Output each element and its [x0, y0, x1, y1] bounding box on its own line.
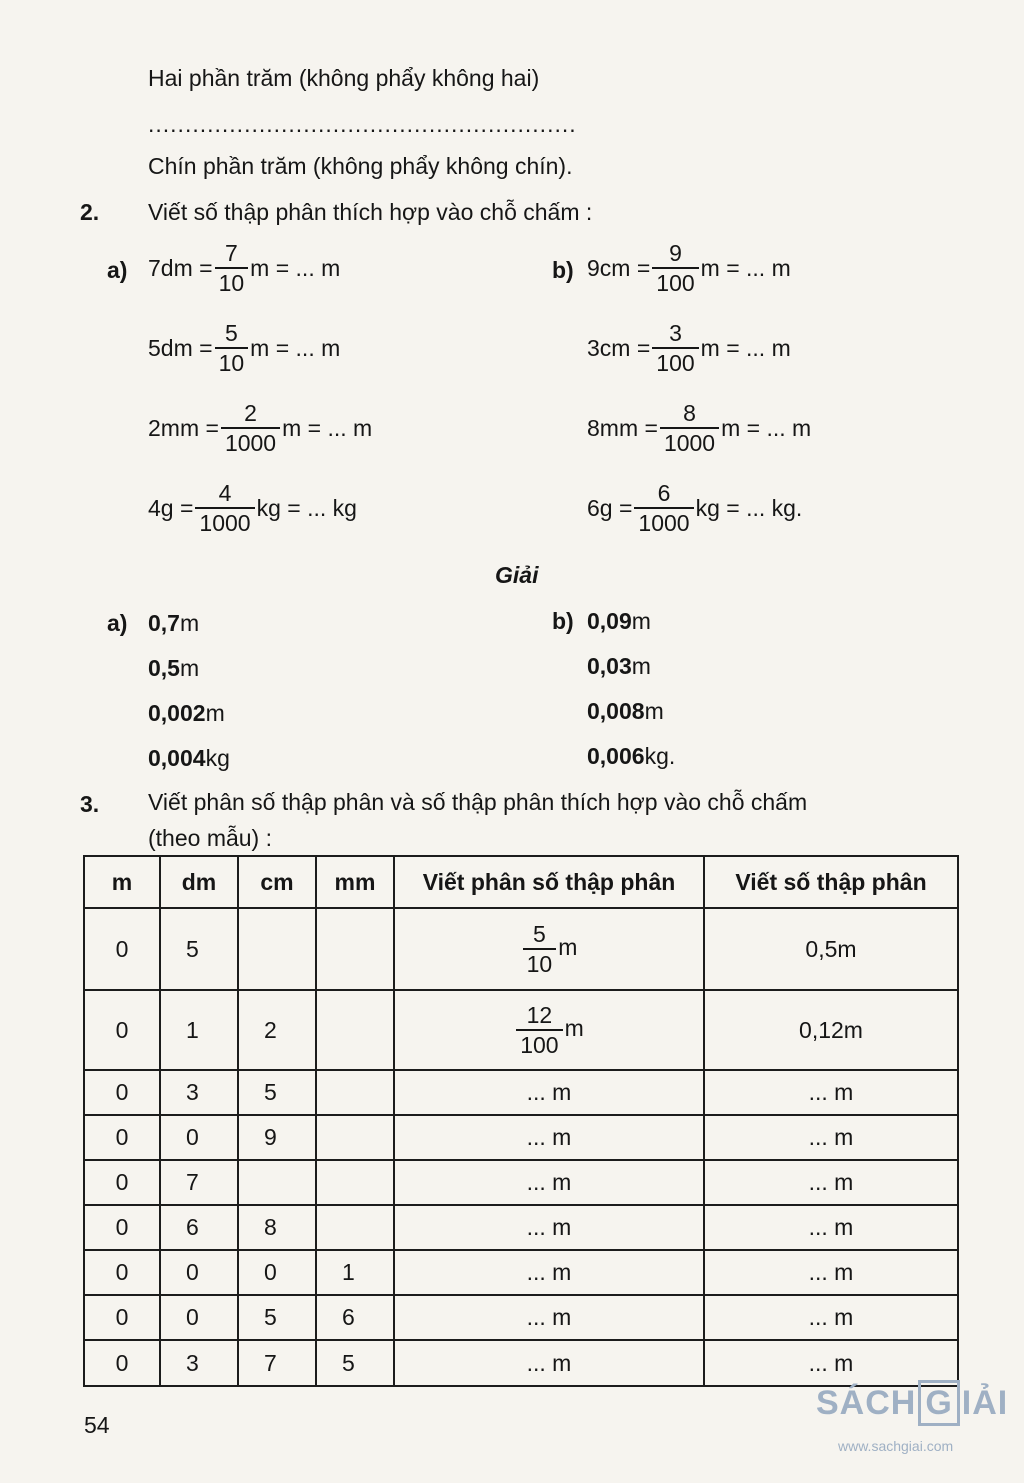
watermark-logo — [816, 1380, 1021, 1470]
cell-dm: 0 — [160, 1295, 238, 1340]
cell-decimal: ... m — [704, 1160, 958, 1205]
cell-mm: 6 — [316, 1295, 394, 1340]
exercise-3-prompt-line2: (theo mẫu) : — [148, 825, 272, 851]
cell-cm: 5 — [238, 1070, 316, 1115]
eq-lhs: 5dm = — [148, 335, 213, 361]
fraction: $\frac{2}{1000}$ — [221, 400, 280, 456]
cell-fraction: $\frac{12}{100}$ m — [394, 990, 704, 1070]
cell-cm: 2 — [238, 990, 316, 1070]
cell-m: 0 — [84, 1160, 160, 1205]
cell-m: 0 — [84, 1205, 160, 1250]
cell-decimal: 0,5m — [704, 908, 958, 990]
answer-right-4: 0,006kg. — [587, 743, 676, 769]
part-a-label: a) — [107, 257, 128, 283]
cell-fraction: ... m — [394, 1115, 704, 1160]
equation-right-1 — [587, 240, 791, 296]
cell-mm — [316, 1205, 394, 1250]
table-row — [84, 1160, 958, 1205]
cell-mm — [316, 1160, 394, 1205]
cell-fraction: ... m — [394, 1070, 704, 1115]
line-hai-phan-tram: Hai phần trăm (không phẩy không hai) — [148, 65, 540, 91]
answer-left-4: 0,004kg — [148, 745, 230, 771]
cell-m: 0 — [84, 1250, 160, 1295]
eq-rhs: m = ... m — [721, 415, 812, 441]
cell-fraction: ... m — [394, 1340, 704, 1386]
fraction: $\frac{7}{10}$ — [215, 240, 249, 296]
header-cm: cm — [238, 856, 316, 908]
cell-cm: 9 — [238, 1115, 316, 1160]
cell-decimal: 0,12m — [704, 990, 958, 1070]
cell-decimal: ... m — [704, 1070, 958, 1115]
equation-left-1 — [148, 240, 340, 296]
cell-cm: 8 — [238, 1205, 316, 1250]
header-mm: mm — [316, 856, 394, 908]
table-row — [84, 1250, 958, 1295]
cell-dm: 0 — [160, 1250, 238, 1295]
exercise-3-prompt-line1: Viết phân số thập phân và số thập phân thích hợp vào chỗ chấm — [148, 789, 808, 815]
eq-rhs: m = ... m — [700, 255, 791, 281]
header-m: m — [84, 856, 160, 908]
answer-right-2: 0,03m — [587, 653, 651, 679]
eq-lhs: 9cm = — [587, 255, 651, 281]
table-row — [84, 908, 958, 990]
answer-left-2: 0,5m — [148, 655, 200, 681]
cell-fraction: $\frac{5}{10}$ m — [394, 908, 704, 990]
cell-m: 0 — [84, 1115, 160, 1160]
cell-mm: 1 — [316, 1250, 394, 1295]
cell-cm — [238, 1160, 316, 1205]
eq-rhs: kg = ... kg — [256, 495, 357, 521]
fraction: $\frac{8}{1000}$ — [660, 400, 719, 456]
cell-m: 0 — [84, 908, 160, 990]
eq-lhs: 4g = — [148, 495, 194, 521]
fraction: $\frac{5}{10}$ — [215, 320, 249, 376]
cell-m: 0 — [84, 1070, 160, 1115]
cell-cm: 7 — [238, 1340, 316, 1386]
cell-dm: 5 — [160, 908, 238, 990]
eq-rhs: kg = ... kg. — [695, 495, 803, 521]
table-row — [84, 1295, 958, 1340]
fraction: $\frac{5}{10}$ — [523, 921, 557, 977]
cell-decimal: ... m — [704, 1250, 958, 1295]
watermark-url: www.sachgiai.com — [838, 1438, 954, 1454]
eq-lhs: 8mm = — [587, 415, 658, 441]
cell-fraction: ... m — [394, 1250, 704, 1295]
cell-decimal: ... m — [704, 1205, 958, 1250]
answer-a-label: a) — [107, 610, 128, 636]
cell-dm: 3 — [160, 1070, 238, 1115]
answer-right-1: 0,09m — [587, 608, 651, 634]
cell-fraction: ... m — [394, 1160, 704, 1205]
eq-rhs: m = ... m — [282, 415, 373, 441]
table-row — [84, 990, 958, 1070]
equation-right-2 — [587, 320, 791, 376]
eq-rhs: m = ... m — [250, 335, 341, 361]
watermark-text: SÁCH G IẢI — [816, 1384, 1008, 1422]
dotted-answer-line: .......................................................... — [148, 111, 577, 137]
eq-lhs: 3cm = — [587, 335, 651, 361]
equation-left-3 — [148, 400, 372, 456]
cell-m: 0 — [84, 990, 160, 1070]
cell-mm — [316, 1070, 394, 1115]
page-number: 54 — [84, 1412, 110, 1438]
table-row — [84, 1070, 958, 1115]
line-chin-phan-tram: Chín phần trăm (không phẩy không chín). — [148, 153, 573, 179]
cell-dm: 3 — [160, 1340, 238, 1386]
equation-right-4 — [587, 480, 802, 536]
eq-rhs: m = ... m — [700, 335, 791, 361]
fraction: $\frac{4}{1000}$ — [195, 480, 254, 536]
answer-left-1: 0,7m — [148, 610, 200, 636]
conversion-table — [83, 855, 959, 1387]
fraction: $\frac{6}{1000}$ — [634, 480, 693, 536]
cell-cm: 0 — [238, 1250, 316, 1295]
table-row — [84, 1115, 958, 1160]
equation-right-3 — [587, 400, 811, 456]
eq-rhs: m = ... m — [250, 255, 341, 281]
cell-mm — [316, 990, 394, 1070]
answer-b-label: b) — [552, 608, 574, 634]
cell-dm: 6 — [160, 1205, 238, 1250]
table-header-row — [84, 856, 958, 908]
answer-left-3: 0,002m — [148, 700, 225, 726]
header-dm: dm — [160, 856, 238, 908]
solution-heading: Giải — [495, 562, 539, 588]
cell-decimal: ... m — [704, 1340, 958, 1386]
cell-m: 0 — [84, 1295, 160, 1340]
cell-decimal: ... m — [704, 1295, 958, 1340]
eq-lhs: 7dm = — [148, 255, 213, 281]
eq-lhs: 2mm = — [148, 415, 219, 441]
cell-fraction: ... m — [394, 1205, 704, 1250]
equation-left-4 — [148, 480, 357, 536]
equation-left-2 — [148, 320, 340, 376]
cell-mm — [316, 1115, 394, 1160]
exercise-2-prompt: Viết số thập phân thích hợp vào chỗ chấm : — [148, 199, 593, 225]
cell-fraction: ... m — [394, 1295, 704, 1340]
exercise-2-number: 2. — [80, 199, 100, 225]
eq-lhs: 6g = — [587, 495, 633, 521]
exercise-3-number: 3. — [80, 791, 100, 817]
fraction: $\frac{3}{100}$ — [652, 320, 698, 376]
cell-mm — [316, 908, 394, 990]
cell-decimal: ... m — [704, 1115, 958, 1160]
cell-m: 0 — [84, 1340, 160, 1386]
header-decimal: Viết số thập phân — [704, 856, 958, 908]
cell-cm: 5 — [238, 1295, 316, 1340]
cell-cm — [238, 908, 316, 990]
answer-right-3: 0,008m — [587, 698, 664, 724]
fraction: $\frac{12}{100}$ — [516, 1002, 562, 1058]
cell-dm: 1 — [160, 990, 238, 1070]
part-b-label: b) — [552, 257, 574, 283]
fraction: $\frac{9}{100}$ — [652, 240, 698, 296]
cell-dm: 7 — [160, 1160, 238, 1205]
cell-dm: 0 — [160, 1115, 238, 1160]
cell-mm: 5 — [316, 1340, 394, 1386]
header-fraction: Viết phân số thập phân — [394, 856, 704, 908]
table-row — [84, 1205, 958, 1250]
